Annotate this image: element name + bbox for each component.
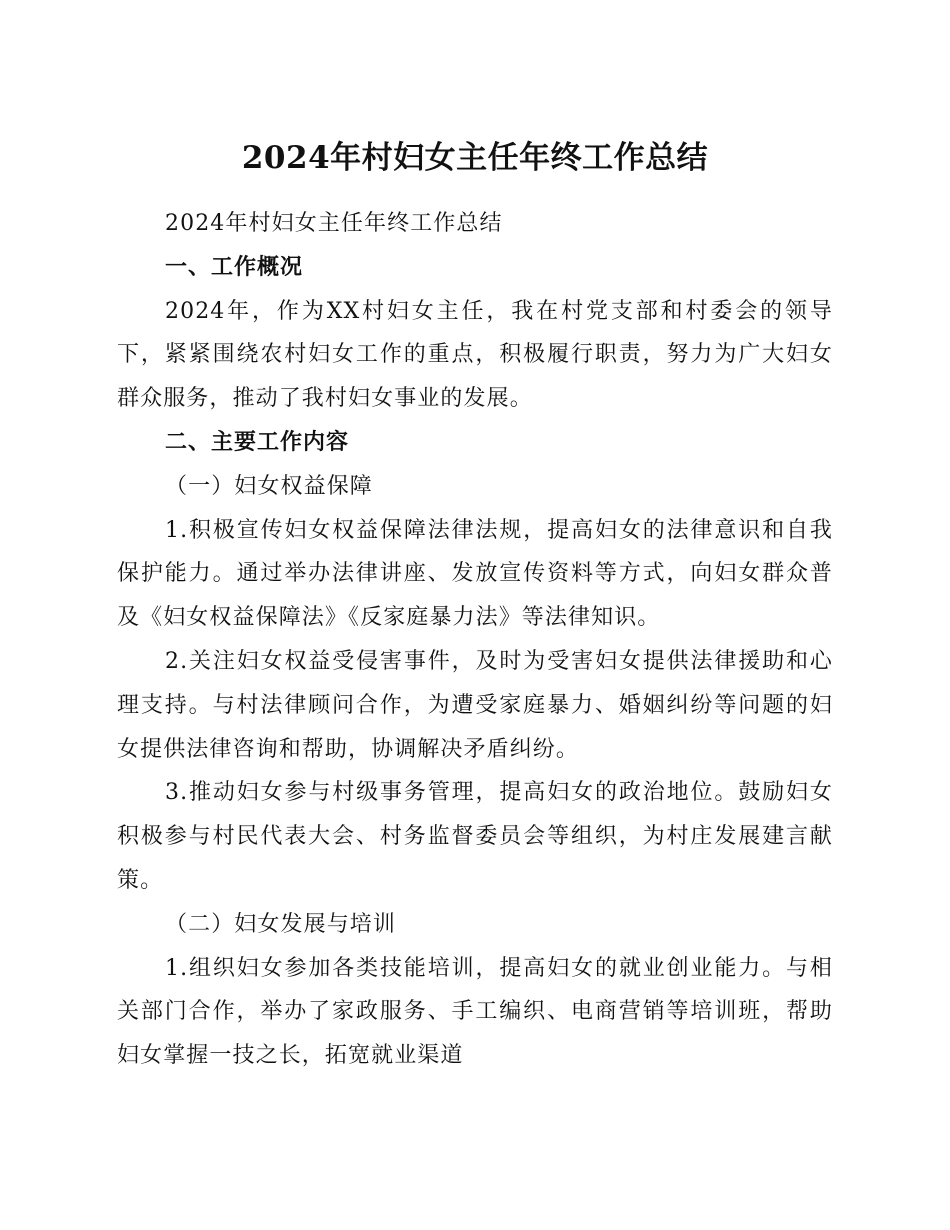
section-1-paragraph: 2024年，作为XX村妇女主任，我在村党支部和村委会的领导下，紧紧围绕农村妇女工作的重点，积极履行职责，努力为广大妇女群众服务，推动了我村妇女事业的发展。 (117, 298, 833, 412)
subsection-2-heading: （二）妇女发展与培训 (165, 911, 397, 937)
document-subtitle: 2024年村妇女主任年终工作总结 (165, 211, 503, 236)
subsection-1-item-3: 3.推动妇女参与村级事务管理，提高妇女的政治地位。鼓励妇女积极参与村民代表大会、村务监督委员会等组织，为村庄发展建言献策。 (117, 780, 833, 893)
document-content (117, 130, 833, 1078)
document-title: 2024年村妇女主任年终工作总结 (241, 140, 709, 176)
title-spacer (117, 186, 833, 202)
subsection-1-heading: （一）妇女权益保障 (165, 473, 373, 499)
subsection-2-item-1: 1.组织妇女参加各类技能培训，提高妇女的就业创业能力。与相关部门合作，举办了家政服务、手工编织、电商营销等培训班，帮助妇女掌握一技之长，拓宽就业渠道 (117, 955, 833, 1069)
section-1-heading: 一、工作概况 (165, 254, 304, 280)
section-2-heading: 二、主要工作内容 (165, 429, 350, 455)
subsection-1-item-1: 1.积极宣传妇女权益保障法律法规，提高妇女的法律意识和自我保护能力。通过举办法律讲座、发放宣传资料等方式，向妇女群众普及《妇女权益保障法》《反家庭暴力法》等法律知识。 (117, 517, 833, 631)
subsection-1-item-2: 2.关注妇女权益受侵害事件，及时为受害妇女提供法律援助和心理支持。与村法律顾问合作，为遭受家庭暴力、婚姻纠纷等问题的妇女提供法律咨询和帮助，协调解决矛盾纠纷。 (117, 648, 833, 762)
